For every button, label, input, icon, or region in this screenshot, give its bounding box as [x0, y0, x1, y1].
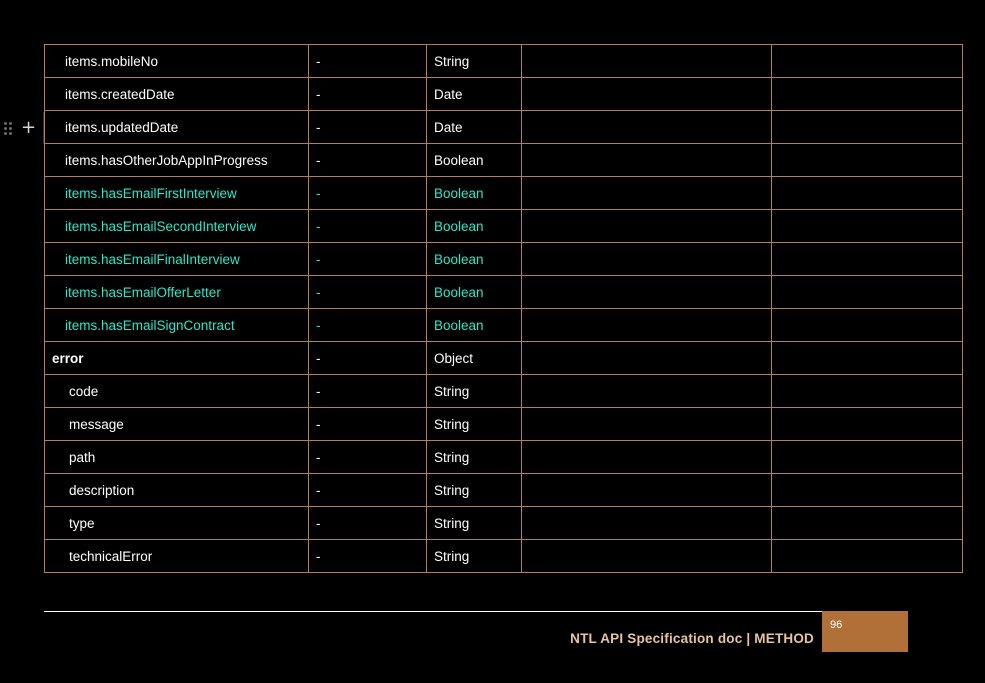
type-cell: Date: [427, 78, 522, 111]
empty-cell: [772, 309, 963, 342]
empty-cell: [772, 342, 963, 375]
field-name-cell: path: [45, 441, 309, 474]
empty-cell: [522, 408, 772, 441]
page-number: 96: [830, 619, 843, 631]
drag-handle-icon[interactable]: [4, 122, 12, 135]
empty-cell: [522, 210, 772, 243]
type-cell: Boolean: [427, 177, 522, 210]
field-name-cell: technicalError: [45, 540, 309, 573]
empty-cell: [522, 309, 772, 342]
required-cell: -: [309, 408, 427, 441]
empty-cell: [522, 507, 772, 540]
field-name-cell: description: [45, 474, 309, 507]
spec-table-body: [45, 45, 963, 573]
required-cell: -: [309, 144, 427, 177]
empty-cell: [522, 441, 772, 474]
empty-cell: [772, 177, 963, 210]
table-row: [45, 78, 963, 111]
empty-cell: [772, 375, 963, 408]
empty-cell: [522, 342, 772, 375]
required-cell: -: [309, 309, 427, 342]
required-cell: -: [309, 177, 427, 210]
empty-cell: [772, 408, 963, 441]
empty-cell: [522, 45, 772, 78]
empty-cell: [772, 111, 963, 144]
field-name-cell: items.hasEmailSignContract: [45, 309, 309, 342]
required-cell: -: [309, 342, 427, 375]
empty-cell: [772, 78, 963, 111]
empty-cell: [772, 441, 963, 474]
required-cell: -: [309, 507, 427, 540]
table-row: [45, 474, 963, 507]
field-name-cell: error: [45, 342, 309, 375]
table-row: [45, 243, 963, 276]
block-controls[interactable]: [0, 112, 44, 144]
type-cell: Object: [427, 342, 522, 375]
type-cell: String: [427, 474, 522, 507]
table-row: [45, 309, 963, 342]
empty-cell: [772, 276, 963, 309]
required-cell: -: [309, 45, 427, 78]
footer-divider: [44, 611, 822, 612]
empty-cell: [522, 177, 772, 210]
table-row: [45, 111, 963, 144]
field-name-cell: items.hasEmailFirstInterview: [45, 177, 309, 210]
type-cell: String: [427, 408, 522, 441]
empty-cell: [522, 144, 772, 177]
plus-icon[interactable]: +: [21, 117, 37, 138]
type-cell: String: [427, 507, 522, 540]
empty-cell: [772, 144, 963, 177]
type-cell: Boolean: [427, 243, 522, 276]
empty-cell: [772, 243, 963, 276]
required-cell: -: [309, 111, 427, 144]
empty-cell: [522, 540, 772, 573]
field-name-cell: items.hasEmailOfferLetter: [45, 276, 309, 309]
empty-cell: [522, 111, 772, 144]
type-cell: Date: [427, 111, 522, 144]
type-cell: Boolean: [427, 309, 522, 342]
type-cell: String: [427, 45, 522, 78]
page-number-box: [822, 611, 908, 652]
table-row: [45, 177, 963, 210]
field-name-cell: code: [45, 375, 309, 408]
spec-table: [44, 44, 963, 573]
table-row: [45, 441, 963, 474]
empty-cell: [772, 540, 963, 573]
required-cell: -: [309, 540, 427, 573]
empty-cell: [772, 474, 963, 507]
required-cell: -: [309, 243, 427, 276]
field-name-cell: type: [45, 507, 309, 540]
empty-cell: [772, 210, 963, 243]
table-row: [45, 45, 963, 78]
empty-cell: [522, 276, 772, 309]
empty-cell: [772, 507, 963, 540]
type-cell: String: [427, 375, 522, 408]
field-name-cell: items.updatedDate: [45, 111, 309, 144]
empty-cell: [522, 375, 772, 408]
empty-cell: [772, 45, 963, 78]
empty-cell: [522, 474, 772, 507]
table-row: [45, 276, 963, 309]
table-row: [45, 540, 963, 573]
type-cell: String: [427, 441, 522, 474]
required-cell: -: [309, 375, 427, 408]
type-cell: Boolean: [427, 144, 522, 177]
table-row: [45, 375, 963, 408]
type-cell: String: [427, 540, 522, 573]
type-cell: Boolean: [427, 210, 522, 243]
field-name-cell: items.mobileNo: [45, 45, 309, 78]
empty-cell: [522, 243, 772, 276]
footer-title: NTL API Specification doc | METHOD: [570, 631, 814, 646]
field-name-cell: items.hasOtherJobAppInProgress: [45, 144, 309, 177]
required-cell: -: [309, 474, 427, 507]
required-cell: -: [309, 441, 427, 474]
table-row: [45, 144, 963, 177]
table-row: [45, 408, 963, 441]
table-row: [45, 342, 963, 375]
required-cell: -: [309, 276, 427, 309]
field-name-cell: items.createdDate: [45, 78, 309, 111]
table-row: [45, 210, 963, 243]
required-cell: -: [309, 210, 427, 243]
table-row: [45, 507, 963, 540]
field-name-cell: items.hasEmailFinalInterview: [45, 243, 309, 276]
required-cell: -: [309, 78, 427, 111]
field-name-cell: items.hasEmailSecondInterview: [45, 210, 309, 243]
empty-cell: [522, 78, 772, 111]
type-cell: Boolean: [427, 276, 522, 309]
field-name-cell: message: [45, 408, 309, 441]
